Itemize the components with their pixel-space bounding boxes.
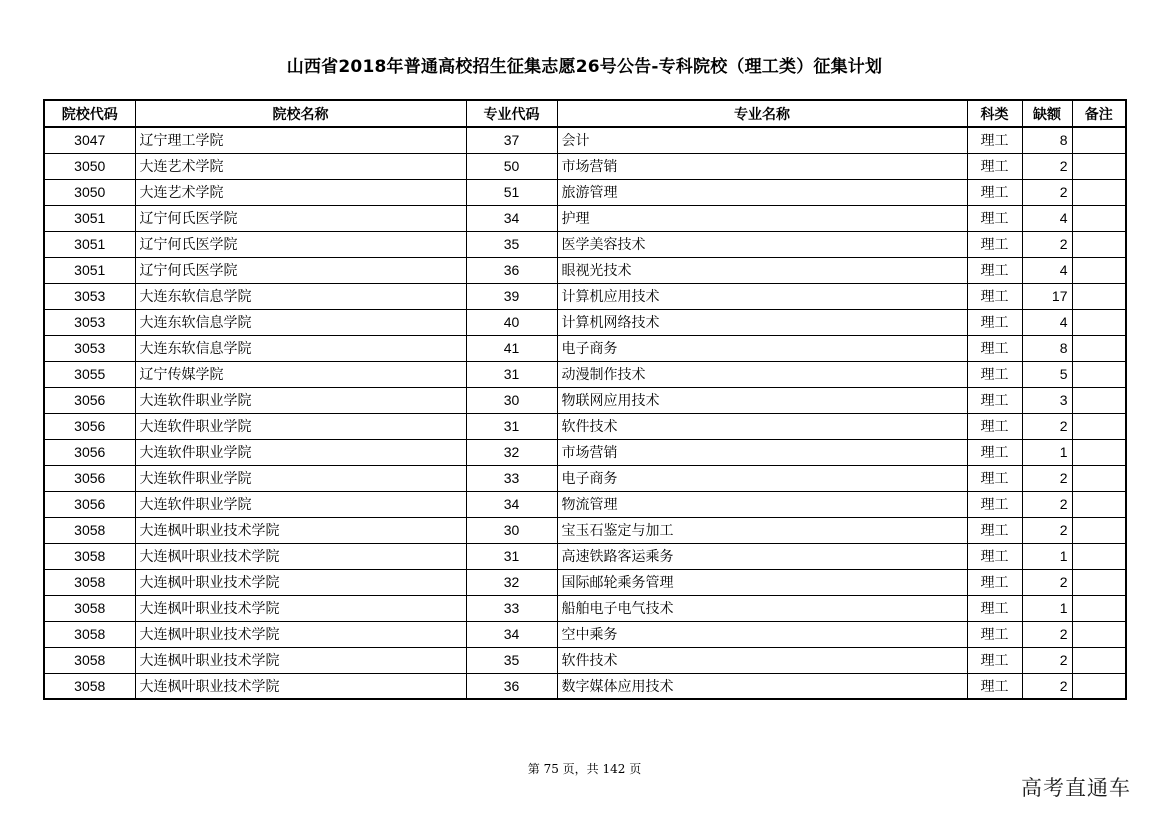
cell-major-code: 37 [466,127,557,153]
cell-school-code: 3053 [44,283,135,309]
cell-major-name: 国际邮轮乘务管理 [557,569,967,595]
cell-vacancy: 2 [1022,491,1072,517]
cell-major-code: 35 [466,231,557,257]
table-row [44,569,1126,595]
cell-vacancy: 4 [1022,257,1072,283]
page-title: 山西省2018年普通高校招生征集志愿26号公告-专科院校（理工类）征集计划 [286,57,883,77]
cell-note [1072,569,1126,595]
table-row [44,231,1126,257]
cell-major-name: 眼视光技术 [557,257,967,283]
cell-vacancy: 2 [1022,621,1072,647]
cell-vacancy: 2 [1022,153,1072,179]
cell-category: 理工 [967,569,1022,595]
column-header-vacancy: 缺额 [1022,100,1072,127]
cell-category: 理工 [967,647,1022,673]
page-footer: 第 75 页，共 142 页 [527,762,642,776]
column-header-major-name: 专业名称 [557,100,967,127]
cell-category: 理工 [967,491,1022,517]
cell-major-code: 31 [466,361,557,387]
table-row [44,673,1126,699]
cell-category: 理工 [967,127,1022,153]
cell-note [1072,283,1126,309]
column-header-category: 科类 [967,100,1022,127]
cell-note [1072,309,1126,335]
cell-note [1072,205,1126,231]
cell-school-name: 大连枫叶职业技术学院 [135,647,466,673]
cell-school-code: 3058 [44,517,135,543]
cell-major-code: 30 [466,387,557,413]
cell-note [1072,231,1126,257]
cell-note [1072,673,1126,699]
cell-vacancy: 2 [1022,179,1072,205]
cell-school-name: 大连艺术学院 [135,153,466,179]
cell-vacancy: 8 [1022,335,1072,361]
cell-major-name: 计算机应用技术 [557,283,967,309]
table-row [44,257,1126,283]
cell-category: 理工 [967,257,1022,283]
cell-vacancy: 2 [1022,569,1072,595]
table-row [44,179,1126,205]
cell-school-code: 3050 [44,179,135,205]
cell-school-name: 大连枫叶职业技术学院 [135,595,466,621]
cell-vacancy: 1 [1022,439,1072,465]
cell-note [1072,647,1126,673]
table-row [44,335,1126,361]
cell-category: 理工 [967,283,1022,309]
table-row [44,127,1126,153]
cell-category: 理工 [967,309,1022,335]
cell-note [1072,439,1126,465]
cell-major-name: 动漫制作技术 [557,361,967,387]
cell-major-name: 软件技术 [557,647,967,673]
cell-vacancy: 4 [1022,309,1072,335]
cell-school-code: 3056 [44,465,135,491]
cell-note [1072,361,1126,387]
table-row [44,361,1126,387]
cell-note [1072,153,1126,179]
cell-major-name: 电子商务 [557,335,967,361]
cell-school-name: 辽宁何氏医学院 [135,231,466,257]
cell-school-name: 大连枫叶职业技术学院 [135,543,466,569]
cell-category: 理工 [967,543,1022,569]
cell-school-name: 大连枫叶职业技术学院 [135,569,466,595]
cell-major-code: 34 [466,621,557,647]
cell-school-name: 大连软件职业学院 [135,439,466,465]
cell-major-code: 32 [466,569,557,595]
cell-vacancy: 2 [1022,231,1072,257]
cell-school-name: 大连枫叶职业技术学院 [135,673,466,699]
cell-major-code: 50 [466,153,557,179]
cell-major-code: 51 [466,179,557,205]
cell-school-code: 3051 [44,231,135,257]
cell-school-name: 大连软件职业学院 [135,491,466,517]
cell-major-code: 40 [466,309,557,335]
cell-category: 理工 [967,595,1022,621]
cell-note [1072,491,1126,517]
cell-major-name: 医学美容技术 [557,231,967,257]
table-header-row [44,100,1126,127]
cell-major-name: 数字媒体应用技术 [557,673,967,699]
cell-note [1072,179,1126,205]
table-row [44,621,1126,647]
cell-major-code: 39 [466,283,557,309]
cell-major-code: 41 [466,335,557,361]
cell-note [1072,413,1126,439]
cell-vacancy: 2 [1022,465,1072,491]
cell-school-name: 大连枫叶职业技术学院 [135,621,466,647]
cell-school-code: 3053 [44,309,135,335]
cell-school-name: 辽宁理工学院 [135,127,466,153]
cell-note [1072,465,1126,491]
enrollment-plan-table [43,99,1127,700]
table-row [44,595,1126,621]
cell-category: 理工 [967,517,1022,543]
cell-category: 理工 [967,413,1022,439]
cell-major-code: 35 [466,647,557,673]
table-row [44,517,1126,543]
watermark: 高考直通车 [1021,776,1131,800]
cell-school-code: 3056 [44,413,135,439]
column-header-note: 备注 [1072,100,1126,127]
cell-school-code: 3051 [44,205,135,231]
cell-vacancy: 2 [1022,413,1072,439]
cell-note [1072,335,1126,361]
table-row [44,309,1126,335]
cell-school-code: 3050 [44,153,135,179]
table-row [44,439,1126,465]
cell-school-code: 3053 [44,335,135,361]
cell-category: 理工 [967,153,1022,179]
column-header-school-code: 院校代码 [44,100,135,127]
cell-school-name: 大连东软信息学院 [135,335,466,361]
table-row [44,205,1126,231]
cell-school-name: 大连软件职业学院 [135,465,466,491]
cell-major-code: 34 [466,491,557,517]
table-row [44,413,1126,439]
column-header-major-code: 专业代码 [466,100,557,127]
cell-note [1072,517,1126,543]
cell-major-code: 34 [466,205,557,231]
cell-category: 理工 [967,387,1022,413]
cell-major-code: 31 [466,413,557,439]
cell-school-code: 3058 [44,569,135,595]
cell-major-name: 市场营销 [557,153,967,179]
table-row [44,647,1126,673]
cell-vacancy: 2 [1022,673,1072,699]
cell-school-code: 3058 [44,673,135,699]
table-body [44,127,1126,699]
cell-major-name: 宝玉石鉴定与加工 [557,517,967,543]
cell-vacancy: 2 [1022,647,1072,673]
cell-category: 理工 [967,465,1022,491]
cell-major-name: 空中乘务 [557,621,967,647]
cell-school-code: 3051 [44,257,135,283]
cell-vacancy: 5 [1022,361,1072,387]
cell-category: 理工 [967,205,1022,231]
cell-major-name: 物流管理 [557,491,967,517]
cell-school-name: 大连艺术学院 [135,179,466,205]
cell-major-name: 电子商务 [557,465,967,491]
cell-major-code: 33 [466,595,557,621]
cell-major-code: 30 [466,517,557,543]
cell-note [1072,257,1126,283]
table-row [44,153,1126,179]
cell-major-name: 高速铁路客运乘务 [557,543,967,569]
cell-note [1072,595,1126,621]
cell-major-code: 36 [466,673,557,699]
cell-category: 理工 [967,231,1022,257]
cell-category: 理工 [967,621,1022,647]
cell-note [1072,543,1126,569]
cell-vacancy: 8 [1022,127,1072,153]
cell-category: 理工 [967,335,1022,361]
cell-school-name: 大连软件职业学院 [135,413,466,439]
table-row [44,283,1126,309]
column-header-school-name: 院校名称 [135,100,466,127]
cell-major-code: 36 [466,257,557,283]
cell-school-name: 大连软件职业学院 [135,387,466,413]
cell-major-name: 船舶电子电气技术 [557,595,967,621]
cell-major-code: 32 [466,439,557,465]
table-row [44,543,1126,569]
cell-school-code: 3056 [44,439,135,465]
cell-major-name: 软件技术 [557,413,967,439]
cell-vacancy: 1 [1022,595,1072,621]
table-row [44,465,1126,491]
cell-vacancy: 4 [1022,205,1072,231]
table-row [44,491,1126,517]
cell-category: 理工 [967,439,1022,465]
cell-major-code: 31 [466,543,557,569]
cell-vacancy: 1 [1022,543,1072,569]
cell-school-code: 3056 [44,491,135,517]
cell-school-code: 3056 [44,387,135,413]
cell-note [1072,621,1126,647]
cell-vacancy: 2 [1022,517,1072,543]
cell-note [1072,387,1126,413]
cell-major-name: 物联网应用技术 [557,387,967,413]
cell-school-code: 3058 [44,647,135,673]
cell-vacancy: 17 [1022,283,1072,309]
cell-major-name: 旅游管理 [557,179,967,205]
cell-school-code: 3058 [44,621,135,647]
cell-school-name: 辽宁传媒学院 [135,361,466,387]
cell-major-name: 市场营销 [557,439,967,465]
cell-school-name: 辽宁何氏医学院 [135,205,466,231]
cell-school-name: 辽宁何氏医学院 [135,257,466,283]
cell-category: 理工 [967,179,1022,205]
cell-note [1072,127,1126,153]
cell-school-name: 大连东软信息学院 [135,283,466,309]
cell-category: 理工 [967,673,1022,699]
cell-major-name: 计算机网络技术 [557,309,967,335]
cell-school-name: 大连枫叶职业技术学院 [135,517,466,543]
cell-school-code: 3047 [44,127,135,153]
cell-school-code: 3055 [44,361,135,387]
cell-major-name: 护理 [557,205,967,231]
cell-major-name: 会计 [557,127,967,153]
table-row [44,387,1126,413]
cell-school-code: 3058 [44,595,135,621]
cell-category: 理工 [967,361,1022,387]
cell-vacancy: 3 [1022,387,1072,413]
cell-school-name: 大连东软信息学院 [135,309,466,335]
cell-school-code: 3058 [44,543,135,569]
cell-major-code: 33 [466,465,557,491]
